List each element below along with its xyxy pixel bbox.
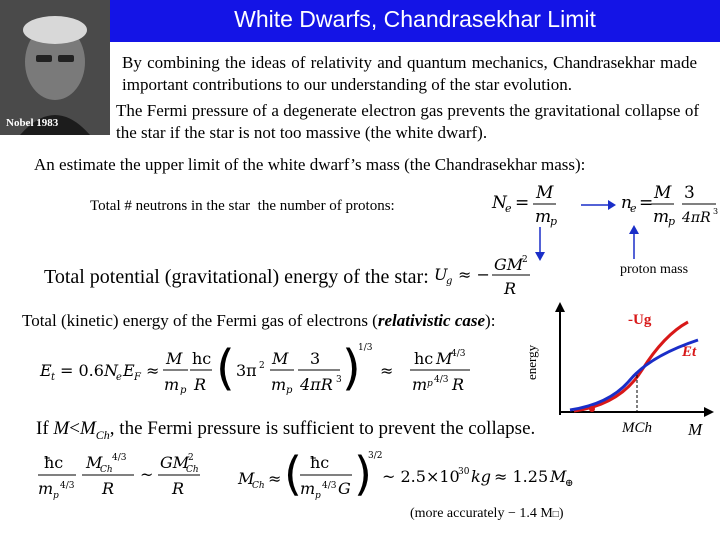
svg-text:GM: GM <box>160 453 190 472</box>
svg-text:(: ( <box>284 448 302 501</box>
svg-text:R: R <box>504 279 517 298</box>
svg-text:M: M <box>86 453 103 472</box>
svg-text:3: 3 <box>310 349 321 368</box>
energy-mass-graph <box>530 300 720 440</box>
svg-text:Ch: Ch <box>100 465 113 475</box>
svg-text:N: N <box>492 193 507 213</box>
svg-text:p: p <box>53 491 59 501</box>
condition-mch-sub: Ch <box>95 427 110 442</box>
svg-text:≈: ≈ <box>146 361 160 380</box>
kinetic-text-after: ): <box>485 311 496 330</box>
svg-text:p: p <box>180 385 187 396</box>
more-accurately-close: ) <box>558 506 564 521</box>
graph-m-label: M <box>688 420 703 439</box>
svg-text:p: p <box>315 491 321 501</box>
electron-number-equation <box>488 178 703 228</box>
potential-energy-text: Total potential (gravitational) energy of the star: <box>44 266 429 288</box>
svg-text:3: 3 <box>713 207 719 216</box>
svg-text:4/3: 4/3 <box>451 349 466 359</box>
svg-text:e: e <box>505 202 512 215</box>
svg-text:≈ 1.25: ≈ 1.25 <box>494 467 549 486</box>
svg-text:2: 2 <box>522 255 528 265</box>
condition-mch: M <box>79 418 96 439</box>
svg-text:Ch: Ch <box>186 465 199 475</box>
svg-text:= 0.6: = 0.6 <box>60 361 104 380</box>
curve-ug <box>574 322 688 411</box>
svg-text:M: M <box>272 349 289 368</box>
more-accurately-text: (more accurately − 1.4 M <box>410 506 553 521</box>
svg-text:m: m <box>412 375 428 394</box>
svg-text:M: M <box>166 349 183 368</box>
svg-text:4πR: 4πR <box>682 210 711 226</box>
svg-text:M: M <box>238 469 255 488</box>
portrait-photo <box>0 0 110 135</box>
nobel-caption: Nobel 1983 <box>6 117 59 129</box>
svg-text:ħc: ħc <box>44 453 64 472</box>
svg-text:=: = <box>639 193 654 213</box>
svg-text:Ch: Ch <box>252 481 265 491</box>
svg-text:4/3: 4/3 <box>60 481 75 491</box>
svg-text:t: t <box>51 372 56 383</box>
svg-text:3π: 3π <box>236 361 257 380</box>
svg-text:E: E <box>123 361 135 380</box>
svg-text:R: R <box>102 479 115 498</box>
kinetic-energy-equation <box>30 338 530 408</box>
relativistic-case-emphasis: relativistic case <box>377 311 486 330</box>
density-denominator <box>680 186 720 226</box>
svg-text:e: e <box>116 372 122 383</box>
svg-text:M: M <box>654 183 672 203</box>
svg-text:≈: ≈ <box>268 469 282 488</box>
chandrasekhar-mass-equation <box>30 448 610 510</box>
sun-symbol-placeholder: □ <box>552 509 559 520</box>
svg-text:m: m <box>38 479 54 498</box>
svg-text:hc: hc <box>192 349 212 368</box>
svg-text:3: 3 <box>336 375 342 385</box>
svg-text:kg: kg <box>471 467 491 486</box>
svg-text:4πR: 4πR <box>300 375 333 394</box>
more-accurately-note <box>410 506 564 522</box>
svg-text:R: R <box>194 375 207 394</box>
neutrons-text: Total # neutrons in the star the number of protons: <box>90 198 395 214</box>
svg-text:2: 2 <box>259 361 265 371</box>
svg-text:): ) <box>342 340 361 396</box>
svg-text:G: G <box>338 479 351 498</box>
condition-m: M <box>53 418 70 439</box>
svg-text:≈ −: ≈ − <box>458 265 490 284</box>
svg-text:~: ~ <box>140 465 154 484</box>
svg-text:U: U <box>434 265 448 284</box>
svg-text:2: 2 <box>188 453 194 463</box>
intro-paragraph-2: The Fermi pressure of a degenerate electron gas prevents the gravitational collapse of the star if the star is not too massive (the white dwarf). <box>116 101 699 142</box>
svg-text:=: = <box>515 193 530 213</box>
svg-text:p: p <box>427 379 433 389</box>
svg-text:≈: ≈ <box>380 361 394 380</box>
svg-text:p: p <box>668 215 676 228</box>
svg-text:m: m <box>300 479 316 498</box>
condition-lt: < <box>69 418 80 439</box>
svg-text:m: m <box>535 207 552 227</box>
svg-text:R: R <box>172 479 185 498</box>
kinetic-text-before: Total (kinetic) energy of the Fermi gas of electrons ( <box>22 311 378 330</box>
svg-text:m: m <box>164 375 180 394</box>
svg-text:M: M <box>550 467 567 486</box>
svg-text:3: 3 <box>684 183 695 203</box>
graph-ug-label: -Ug <box>628 312 652 328</box>
svg-text:M: M <box>536 183 554 203</box>
svg-text:m: m <box>653 207 670 227</box>
svg-text:e: e <box>630 202 637 215</box>
proton-mass-arrows <box>530 225 640 265</box>
condition-rest: , the Fermi pressure is sufficient to prevent the collapse. <box>109 418 536 439</box>
estimate-text: An estimate the upper limit of the white dwarf’s mass (the Chandrasekhar mass): <box>34 155 586 174</box>
svg-text:R: R <box>452 375 465 394</box>
svg-text:hc: hc <box>414 349 434 368</box>
svg-text:g: g <box>446 276 453 287</box>
svg-text:E: E <box>40 361 52 380</box>
condition-text <box>36 418 535 443</box>
portrait-illustration <box>0 0 110 135</box>
svg-text:~ 2.5×10: ~ 2.5×10 <box>382 467 460 486</box>
svg-text:ħc: ħc <box>310 453 330 472</box>
graph-et-label: Et <box>682 344 697 360</box>
svg-text:M: M <box>436 349 453 368</box>
curve-et <box>570 340 698 410</box>
svg-text:30: 30 <box>458 467 470 477</box>
condition-prefix: If <box>36 418 54 439</box>
graph-mch-label: MCh <box>622 420 652 436</box>
svg-text:(: ( <box>216 340 235 396</box>
svg-text:): ) <box>354 448 372 501</box>
svg-text:p: p <box>550 215 558 228</box>
intro-paragraph-1: By combining the ideas of relativity and quantum mechanics, Chandrasekhar made important contributions to our understanding of the star evolution. <box>122 53 697 94</box>
svg-text:n: n <box>621 193 632 213</box>
svg-text:4/3: 4/3 <box>434 375 449 385</box>
svg-text:GM: GM <box>494 255 524 274</box>
potential-energy-equation <box>432 250 532 300</box>
kinetic-energy-text <box>22 311 495 331</box>
svg-text:p: p <box>286 385 293 396</box>
svg-text:N: N <box>104 361 118 380</box>
graph-y-label: energy <box>524 344 539 380</box>
svg-text:m: m <box>271 375 287 394</box>
svg-text:⊕: ⊕ <box>565 478 574 489</box>
svg-text:3/2: 3/2 <box>368 451 383 461</box>
svg-text:4/3: 4/3 <box>112 453 127 463</box>
proton-mass-label: proton mass <box>620 262 689 277</box>
svg-text:4/3: 4/3 <box>322 481 337 491</box>
svg-text:F: F <box>134 372 141 383</box>
page-title: White Dwarfs, Chandrasekhar Limit <box>234 6 596 32</box>
svg-text:1/3: 1/3 <box>358 343 373 353</box>
